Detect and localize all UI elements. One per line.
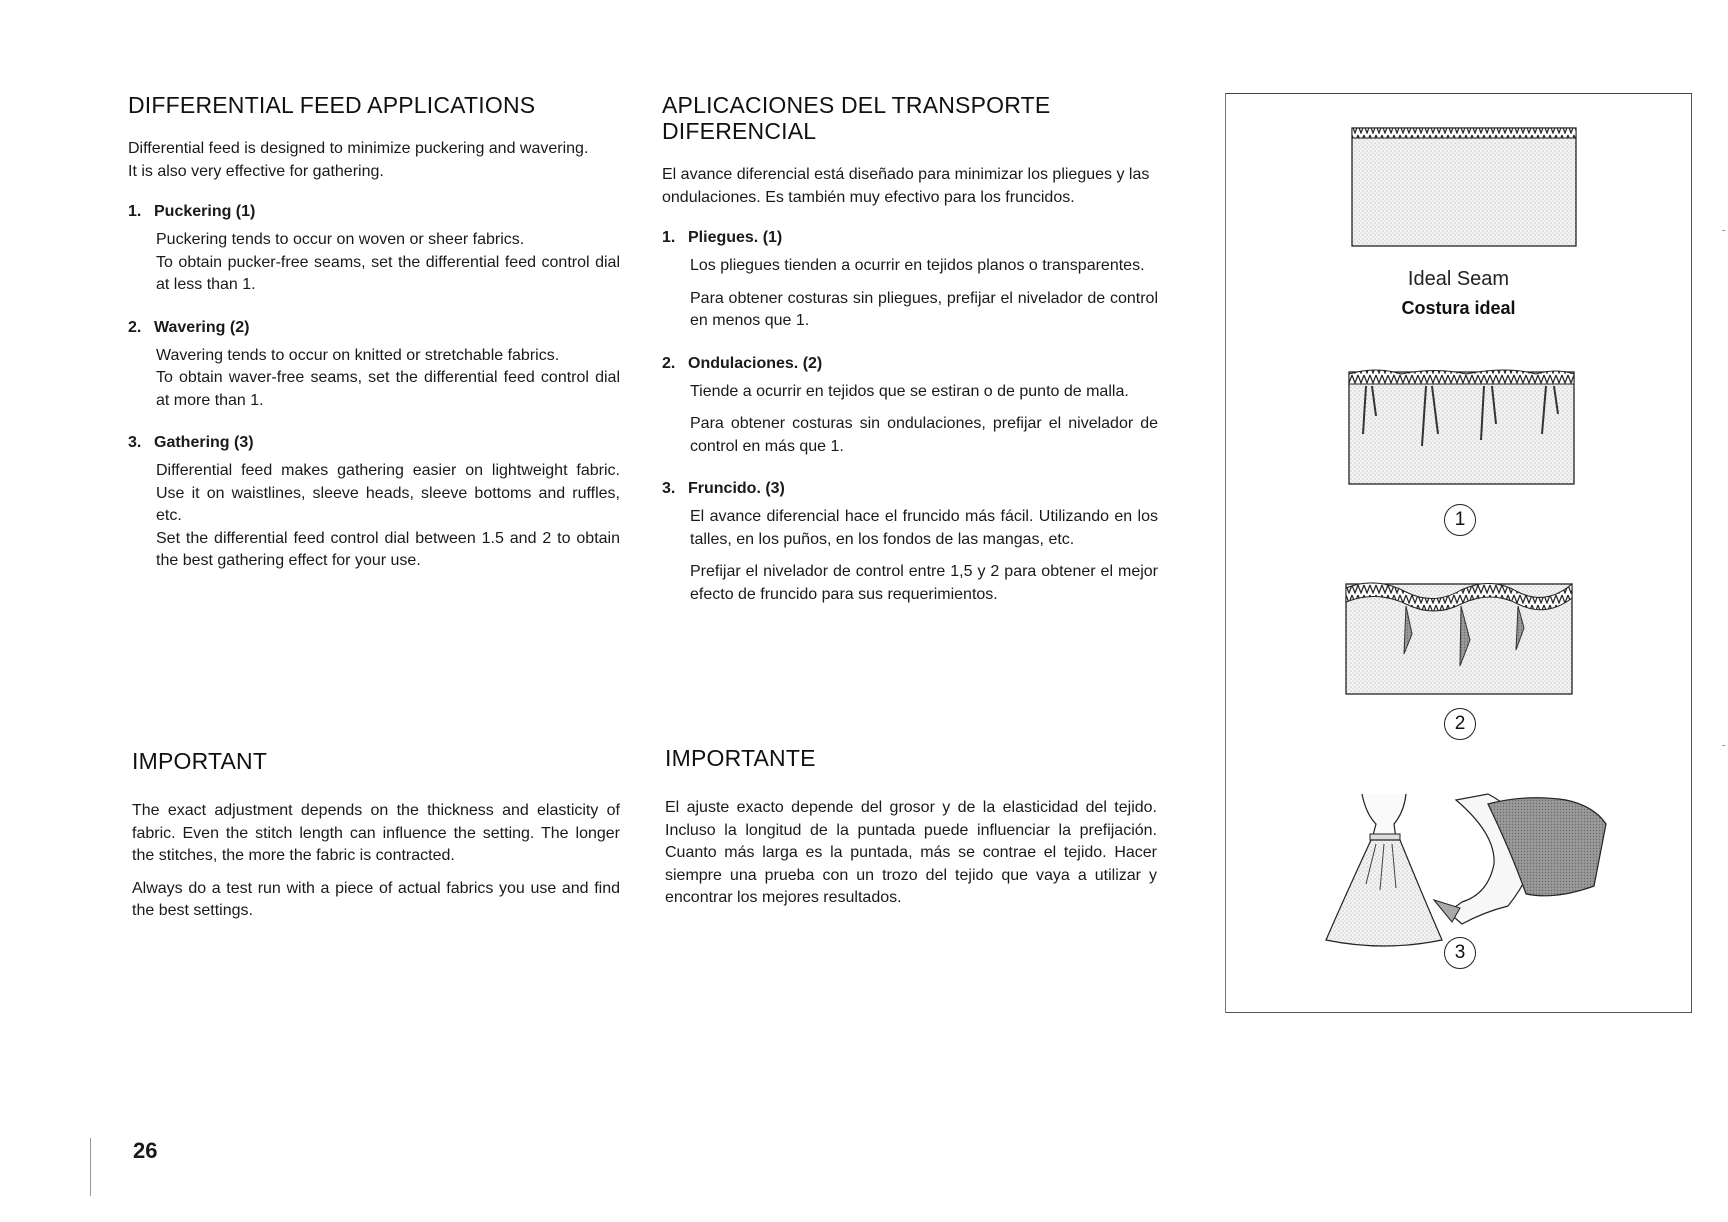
english-item-heading [128,201,620,223]
item-heading-text: Ondulaciones. (2) [688,354,823,372]
item-number: 3. [662,480,676,497]
item-paragraph: Tiende a ocurrir en tejidos que se estiran o de punto de malla. [690,382,1129,400]
puckering-figure [1349,370,1574,484]
english-item-wavering [128,317,620,413]
item-heading-text: Puckering (1) [154,203,256,220]
english-important-title: IMPORTANT [132,748,268,774]
english-intro-1: Differential feed is designed to minimize puckering and wavering. [128,140,589,157]
spanish-item-fruncido [662,478,1158,606]
page-number: 26 [133,1138,158,1163]
item-number: 1. [662,229,676,246]
margin-rule [90,1138,91,1196]
item-number: 2. [128,318,142,336]
ideal-seam-caption-spanish: Costura ideal [1401,298,1516,318]
item-body [662,255,1158,333]
illustration-canvas [1226,94,1691,1012]
spanish-item-heading [662,227,1158,249]
illustration-panel [1225,93,1692,1013]
ideal-seam-caption: Ideal Seam [1407,268,1510,290]
english-item-heading [128,317,620,339]
item-number: 1. [128,203,142,220]
english-column [128,92,620,593]
margin-tick [1722,745,1725,746]
item-body [662,506,1158,606]
english-important-paragraph-1: The exact adjustment depends on the thickness and elasticity of fabric. Even the stitch length can influence the setting. The longer the stitches, the more the fabric is contracted. [132,802,620,864]
item-body [128,460,620,573]
item-paragraph: El avance diferencial hace el fruncido más fácil. Utilizando en los talles, en los puños, en los fondos de las mangas, etc. [690,508,1158,548]
item-body [128,345,620,413]
spanish-column [662,92,1158,626]
item-paragraph: Puckering tends to occur on woven or sheer fabrics. [156,231,525,248]
gathering-figure [1326,794,1606,946]
item-body [662,381,1158,459]
ideal-seam-figure [1352,128,1576,246]
english-item-gathering [128,432,620,573]
spanish-important-section [665,745,1157,910]
figure-label-1: 1 [1444,504,1476,536]
item-paragraph: To obtain pucker-free seams, set the differential feed control dial at less than 1. [156,253,620,293]
item-paragraph: Differential feed makes gathering easier on lightweight fabric. Use it on waistlines, sleeve heads, sleeve bottoms and ruffles, etc. [156,462,620,524]
item-heading-text: Gathering (3) [154,434,254,451]
item-number: 2. [662,354,676,372]
item-heading-text: Fruncido. (3) [688,480,785,497]
english-item-puckering [128,201,620,297]
figure-label-3: 3 [1444,937,1476,969]
item-heading-text: Pliegues. (1) [688,229,783,246]
english-list [128,201,620,573]
spanish-title: APLICACIONES DEL TRANSPORTE DIFERENCIAL [662,92,1051,144]
spanish-item-heading [662,353,1158,375]
item-paragraph: Prefijar el nivelador de control entre 1,5 y 2 para obtener el mejor efecto de fruncido para sus requerimientos. [690,563,1158,603]
item-number: 3. [128,434,142,451]
spanish-important-paragraph: El ajuste exacto depende del grosor y de la elasticidad del tejido. Incluso la longitud de la puntada puede influenciar la prefijación. Cuanto más larga es la puntada, más se contrae el tejido. Hacer siempre una prueba con un trozo del tejido que vaya a utilizar y encontrar los mejores resultados. [665,799,1157,906]
english-title: DIFFERENTIAL FEED APPLICATIONS [128,92,536,118]
english-item-heading [128,432,620,454]
item-paragraph: Los pliegues tienden a ocurrir en tejidos planos o transparentes. [690,257,1145,274]
item-paragraph: Wavering tends to occur on knitted or stretchable fabrics. [156,346,560,364]
item-paragraph: Para obtener costuras sin ondulaciones, prefijar el nivelador de control en más que 1. [690,415,1158,455]
wavering-figure [1346,583,1572,694]
spanish-intro: El avance diferencial está diseñado para minimizar los pliegues y las ondulaciones. Es también muy efectivo para los fruncidos. [662,166,1150,206]
spanish-item-pliegues [662,227,1158,333]
english-important-section [132,748,620,923]
english-important-paragraph-2: Always do a test run with a piece of actual fabrics you use and find the best settings. [132,879,620,919]
item-body [128,229,620,297]
item-paragraph: To obtain waver-free seams, set the differential feed control dial at more than 1. [156,369,620,409]
item-paragraph: Para obtener costuras sin pliegues, prefijar el nivelador de control en menos que 1. [690,289,1158,329]
spanish-item-ondulaciones [662,353,1158,459]
item-paragraph: Set the differential feed control dial between 1.5 and 2 to obtain the best gathering effect for your use. [156,529,620,569]
margin-tick [1722,230,1725,231]
spanish-item-heading [662,478,1158,500]
figure-label-2: 2 [1444,708,1476,740]
spanish-important-title: IMPORTANTE [665,745,816,771]
spanish-list [662,227,1158,606]
english-intro-2: It is also very effective for gathering. [128,162,384,180]
item-heading-text: Wavering (2) [154,318,250,336]
